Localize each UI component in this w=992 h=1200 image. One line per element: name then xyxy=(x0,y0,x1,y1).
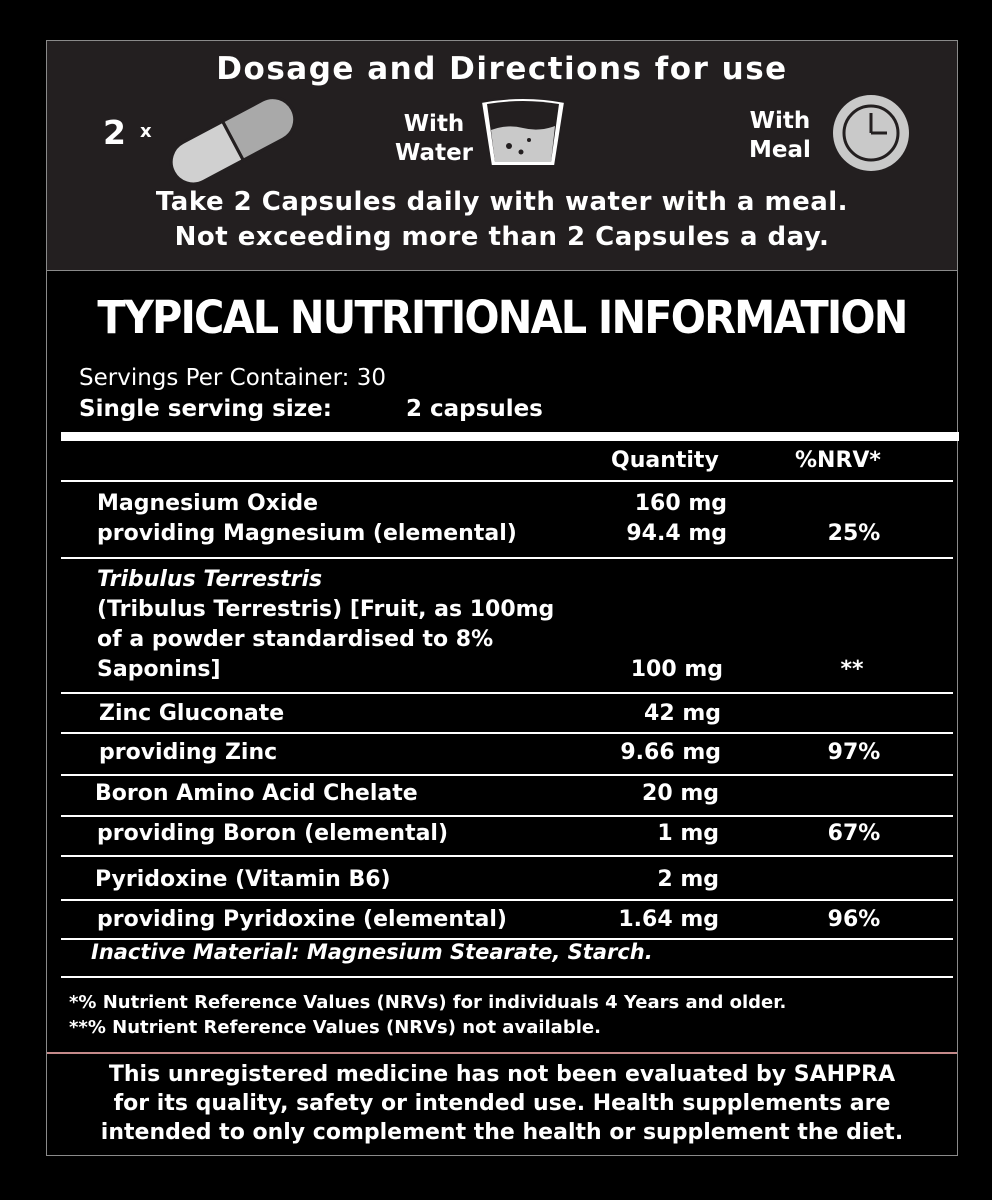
nutrient-name: providing Pyridoxine (elemental) xyxy=(97,907,507,932)
row-divider xyxy=(61,480,953,482)
nutrient-name: providing Magnesium (elemental) xyxy=(97,521,517,546)
with-meal-label xyxy=(749,107,811,165)
nutrient-quantity: 1 mg xyxy=(657,821,719,846)
footnote-nrv: *% Nutrient Reference Values (NRVs) for individuals 4 Years and older. xyxy=(69,992,787,1013)
nutrient-nrv: 96% xyxy=(827,907,881,932)
capsule-count: 2 xyxy=(103,113,126,152)
label-frame xyxy=(46,40,958,1156)
with-water-label xyxy=(395,110,473,168)
nutrient-name-italic: Tribulus Terrestris xyxy=(97,567,323,592)
nutrient-nrv: 97% xyxy=(827,740,881,765)
dosage-instruction-1: Take 2 Capsules daily with water with a meal. xyxy=(155,187,849,217)
disclaimer-line: for its quality, safety or intended use. Health supplements are xyxy=(113,1091,891,1116)
with-meal-line-1: With xyxy=(749,108,811,134)
nutrition-title: TYPICAL NUTRITIONAL INFORMATION xyxy=(97,291,907,344)
nutrient-quantity: 1.64 mg xyxy=(618,907,719,932)
inactive-ingredients: Inactive Material: Magnesium Stearate, Starch. xyxy=(91,940,653,964)
capsule-icon xyxy=(157,89,307,189)
row-divider xyxy=(61,855,953,857)
disclaimer-divider xyxy=(47,1052,957,1054)
dosage-instructions xyxy=(47,185,957,255)
nutrient-name-line: Saponins] xyxy=(97,657,221,682)
nutrient-quantity: 160 mg xyxy=(634,491,727,516)
disclaimer-line: intended to only complement the health or supplement the diet. xyxy=(100,1120,904,1145)
row-divider xyxy=(61,557,953,559)
nutrient-name-line: of a powder standardised to 8% xyxy=(97,627,494,652)
row-divider xyxy=(61,692,953,694)
serving-size-value: 2 capsules xyxy=(406,396,543,422)
nutrient-quantity: 42 mg xyxy=(644,701,721,726)
nutrient-name: Zinc Gluconate xyxy=(99,701,285,726)
header-divider xyxy=(61,432,959,441)
column-header-quantity: Quantity xyxy=(611,448,719,473)
nutrient-name-line: (Tribulus Terrestris) [Fruit, as 100mg xyxy=(97,597,555,622)
row-divider xyxy=(61,976,953,978)
row-divider xyxy=(61,774,953,776)
row-divider xyxy=(61,899,953,901)
servings-per-container: Servings Per Container: 30 xyxy=(79,365,386,391)
footnote-nrv-not-available: **% Nutrient Reference Values (NRVs) not available. xyxy=(69,1017,601,1038)
column-header-nrv: %NRV* xyxy=(795,448,881,473)
disclaimer-line: This unregistered medicine has not been evaluated by SAHPRA xyxy=(108,1062,896,1087)
nutrient-name: providing Zinc xyxy=(99,740,278,765)
serving-size-label: Single serving size: xyxy=(79,396,332,422)
row-divider xyxy=(61,732,953,734)
nutrient-nrv: 67% xyxy=(827,821,881,846)
with-water-line-2: Water xyxy=(395,140,474,166)
dosage-title: Dosage and Directions for use xyxy=(216,51,788,87)
nutrient-quantity: 20 mg xyxy=(642,781,719,806)
dosage-instruction-2: Not exceeding more than 2 Capsules a day. xyxy=(174,222,830,252)
nutrient-nrv: 25% xyxy=(827,521,881,546)
nutrient-quantity: 94.4 mg xyxy=(626,521,727,546)
with-water-line-1: With xyxy=(403,111,465,137)
serving-size xyxy=(79,396,543,422)
nutrient-quantity: 100 mg xyxy=(630,657,723,682)
nutrient-name: providing Boron (elemental) xyxy=(97,821,449,846)
nutrient-quantity: 9.66 mg xyxy=(620,740,721,765)
nutrient-name: Magnesium Oxide xyxy=(97,491,319,516)
with-meal-line-2: Meal xyxy=(749,137,811,163)
nutrient-name: Boron Amino Acid Chelate xyxy=(95,781,418,806)
glass-of-water-icon xyxy=(477,96,569,168)
nutrient-nrv: ** xyxy=(840,657,864,682)
row-divider xyxy=(61,815,953,817)
nutrient-name: Pyridoxine (Vitamin B6) xyxy=(95,867,391,892)
dosage-section xyxy=(47,41,957,271)
disclaimer xyxy=(47,1060,957,1147)
clock-icon xyxy=(831,93,911,173)
capsule-multiplier: x xyxy=(140,121,152,142)
nutrient-quantity: 2 mg xyxy=(657,867,719,892)
